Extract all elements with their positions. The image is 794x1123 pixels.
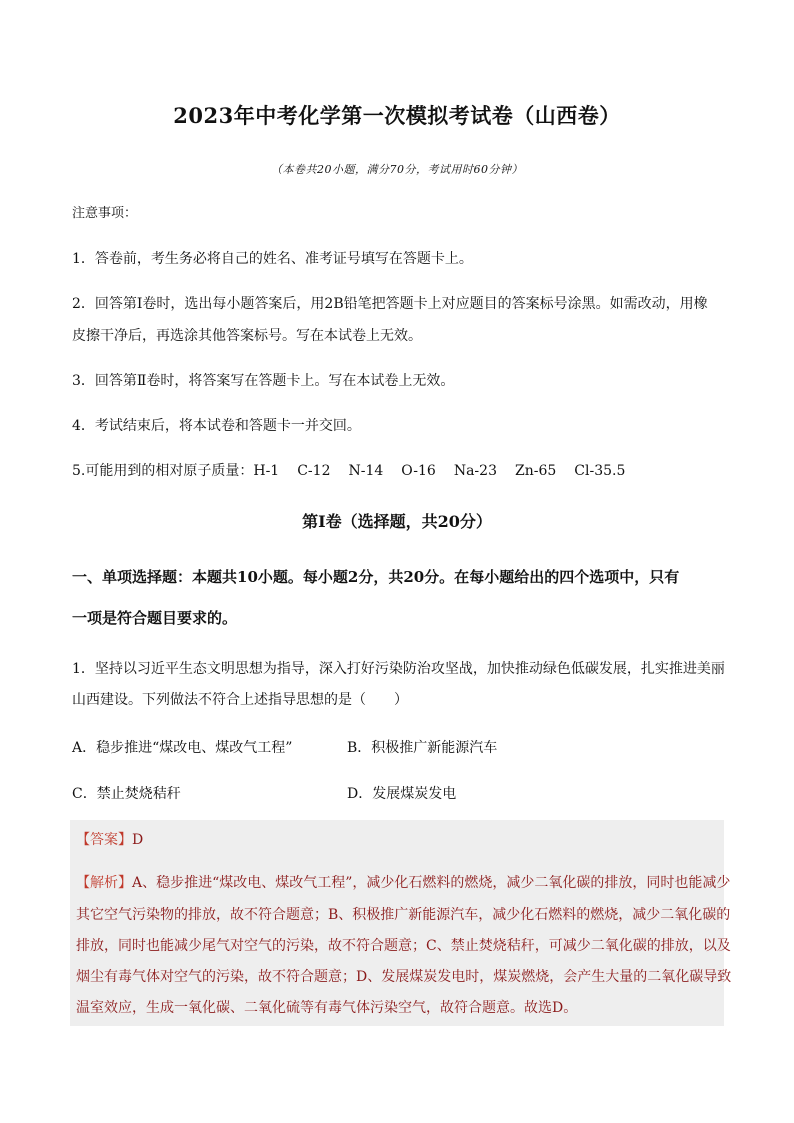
analysis-line-1 [76,872,730,892]
atomic-mass-item: O-16 [401,463,436,479]
analysis-line-3: 排放，同时也能减少尾气对空气的污染，故不符合题意；C、禁止焚烧秸秆，可减少二氧化碳的排放，以及 [76,938,731,954]
note-item-2-line-2: 皮擦干净后，再选涂其他答案标号。写在本试卷上无效。 [72,328,422,344]
note-item-2-line-1: 2．回答第Ⅰ卷时，选出每小题答案后，用2B铅笔把答题卡上对应题目的答案标号涂黑。如需改动，用橡 [72,296,708,312]
analysis-line-2: 其它空气污染物的排放，故不符合题意；B、积极推广新能源汽车，减少化石燃料的燃烧，减少二氧化碳的 [76,907,731,923]
question-1-stem-line-2: 山西建设。下列做法不符合上述指导思想的是（ ） [72,692,408,708]
question-1-stem-line-1: 1．坚持以习近平生态文明思想为指导，深入打好污染防治攻坚战，加快推动绿色低碳发展，扎实推进美丽 [72,661,725,677]
section-instruction-line-2: 一项是符合题目要求的。 [72,609,238,627]
option-c: C．禁止焚烧秸秆 [72,786,181,802]
note-item-1: 1．答卷前，考生务必将自己的姓名、准考证号填写在答题卡上。 [72,251,473,267]
note-item-4: 4．考试结束后，将本试卷和答题卡一并交回。 [72,418,361,434]
atomic-mass-item: Zn-65 [514,463,557,479]
notes-heading: 注意事项： [72,206,138,221]
answer-value: D [132,832,144,848]
answer-label: 【答案】 [76,832,132,848]
exam-subtitle: （本卷共20小题，满分70分，考试用时60分钟） [271,163,523,176]
answer-line [76,829,143,849]
section-instruction-line-1: 一、单项选择题：本题共10小题。每小题2分，共20分。在每小题给出的四个选项中，只有 [72,568,680,586]
analysis-line-5: 温室效应，生成一氧化碳、二氧化硫等有毒气体污染空气，故符合题意。故选D。 [76,1000,578,1016]
option-d: D．发展煤炭发电 [347,786,457,802]
analysis-text: A、稳步推进“煤改电、煤改气工程”，减少化石燃料的燃烧，减少二氧化碳的排放，同时也能减少 [132,875,731,891]
option-a: A．稳步推进“煤改电、煤改气工程” [72,740,293,756]
note-item-3: 3．回答第Ⅱ卷时，将答案写在答题卡上。写在本试卷上无效。 [72,373,455,389]
atomic-mass-prefix: 5.可能用到的相对原子质量： [72,463,254,479]
analysis-line-4: 烟尘有毒气体对空气的污染，故不符合题意；D、发展煤炭发电时，煤炭燃烧，会产生大量的二氧化碳导致 [76,969,732,985]
option-b: B．积极推广新能源汽车 [347,740,498,756]
atomic-mass-item: Na-23 [453,463,497,479]
atomic-mass-item: C-12 [297,463,331,479]
atomic-mass-item: Cl-35.5 [574,463,626,479]
note-item-5 [72,461,724,481]
exam-title: 2023年中考化学第一次模拟考试卷（山西卷） [173,103,621,128]
analysis-label: 【解析】 [76,875,132,891]
atomic-mass-item: N-14 [348,463,384,479]
atomic-mass-item: H-1 [253,463,280,479]
section-title: 第Ⅰ卷（选择题，共20分） [302,512,492,531]
